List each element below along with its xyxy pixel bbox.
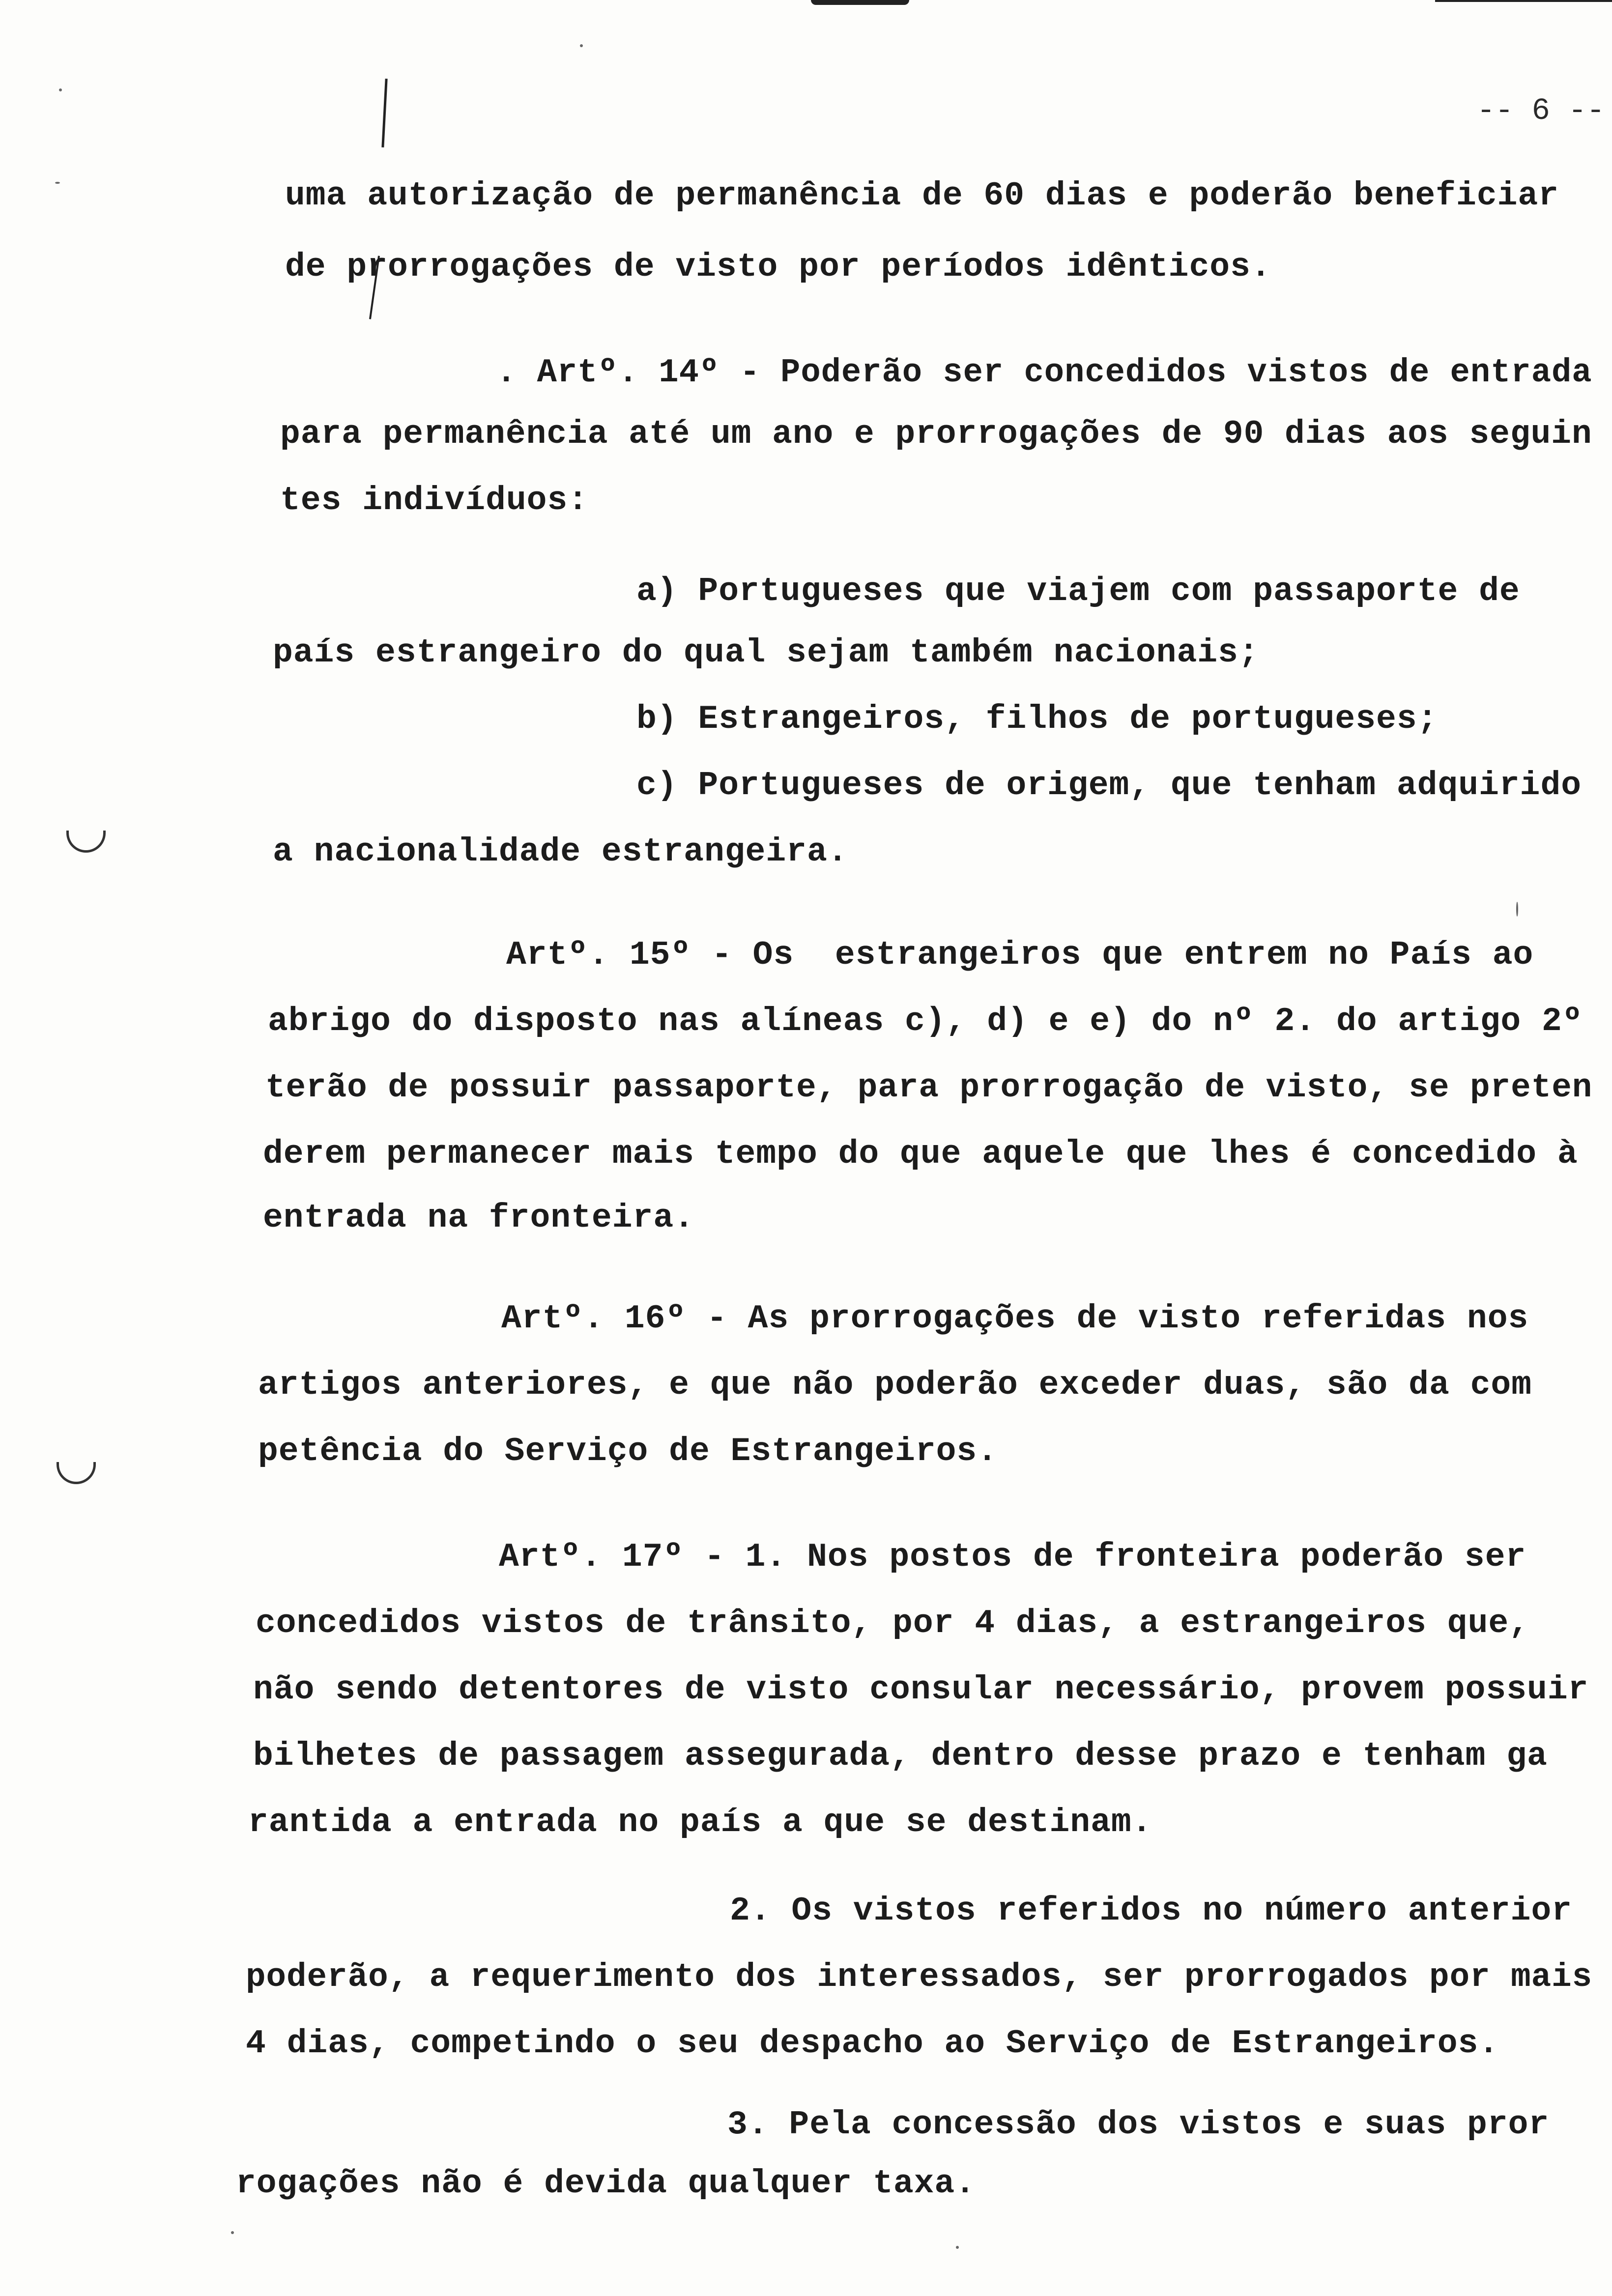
page-number: -- 6 -- [1477,93,1605,128]
text-line: entrada na fronteira. [263,1199,694,1237]
scan-speck [231,2231,234,2234]
text-line: c) Portugueses de origem, que tenham adquirido [636,767,1582,804]
text-line: b) Estrangeiros, filhos de portugueses; [636,700,1438,738]
text-line: para permanência até um ano e prorrogações de 90 dias aos seguin [280,415,1592,453]
text-line: a) Portugueses que viajem com passaporte de [636,573,1520,610]
scan-mark-topright [1435,0,1612,2]
text-line: artigos anteriores, e que não poderão exceder duas, são da com [258,1366,1532,1404]
text-line: . Artº. 14º - Poderão ser concedidos vistos de entrada [496,354,1592,392]
text-line: país estrangeiro do qual sejam também nacionais; [273,634,1259,672]
scan-mark-vertical [381,79,387,147]
text-line: não sendo detentores de visto consular necessário, provem possuir [253,1671,1589,1709]
text-line: Artº. 16º - As prorrogações de visto referidas nos [501,1300,1529,1338]
scan-speck [55,182,60,184]
text-line: de prorrogações de visto por períodos idênticos. [285,248,1271,286]
scan-speck [1516,902,1518,917]
text-line: 3. Pela concessão dos vistos e suas pror [727,2106,1550,2144]
text-line: terão de possuir passaporte, para prorrogação de visto, se preten [265,1069,1593,1107]
text-line: uma autorização de permanência de 60 dias e poderão beneficiar [285,177,1559,215]
text-line: rantida a entrada no país a que se destinam. [248,1804,1152,1841]
text-line: Artº. 15º - Os estrangeiros que entrem no País ao [506,936,1534,974]
text-line: tes indivíduos: [280,482,589,519]
binder-hole-arc-2 [57,1462,96,1484]
text-line: Artº. 17º - 1. Nos postos de fronteira poderão ser [499,1538,1526,1576]
scan-speck [956,2246,959,2249]
text-line: petência do Serviço de Estrangeiros. [258,1433,998,1470]
text-line: concedidos vistos de trânsito, por 4 dias, a estrangeiros que, [256,1605,1530,1642]
text-line: derem permanecer mais tempo do que aquele que lhes é concedido à [263,1135,1578,1173]
text-line: 4 dias, competindo o seu despacho ao Serviço de Estrangeiros. [246,2025,1499,2063]
text-line: abrigo do disposto nas alíneas c), d) e e) do nº 2. do artigo 2º [268,1003,1583,1040]
scan-speck [59,88,62,91]
text-line: a nacionalidade estrangeira. [273,833,848,871]
text-line: poderão, a requerimento dos interessados, ser prorrogados por mais [246,1958,1593,1996]
text-line: bilhetes de passagem assegurada, dentro desse prazo e tenham ga [253,1737,1548,1775]
scan-speck [580,44,583,47]
binder-hole-arc-1 [66,831,106,853]
text-line: rogações não é devida qualquer taxa. [236,2165,976,2203]
text-line: 2. Os vistos referidos no número anterior [730,1892,1573,1930]
scan-mark-top [811,0,909,5]
